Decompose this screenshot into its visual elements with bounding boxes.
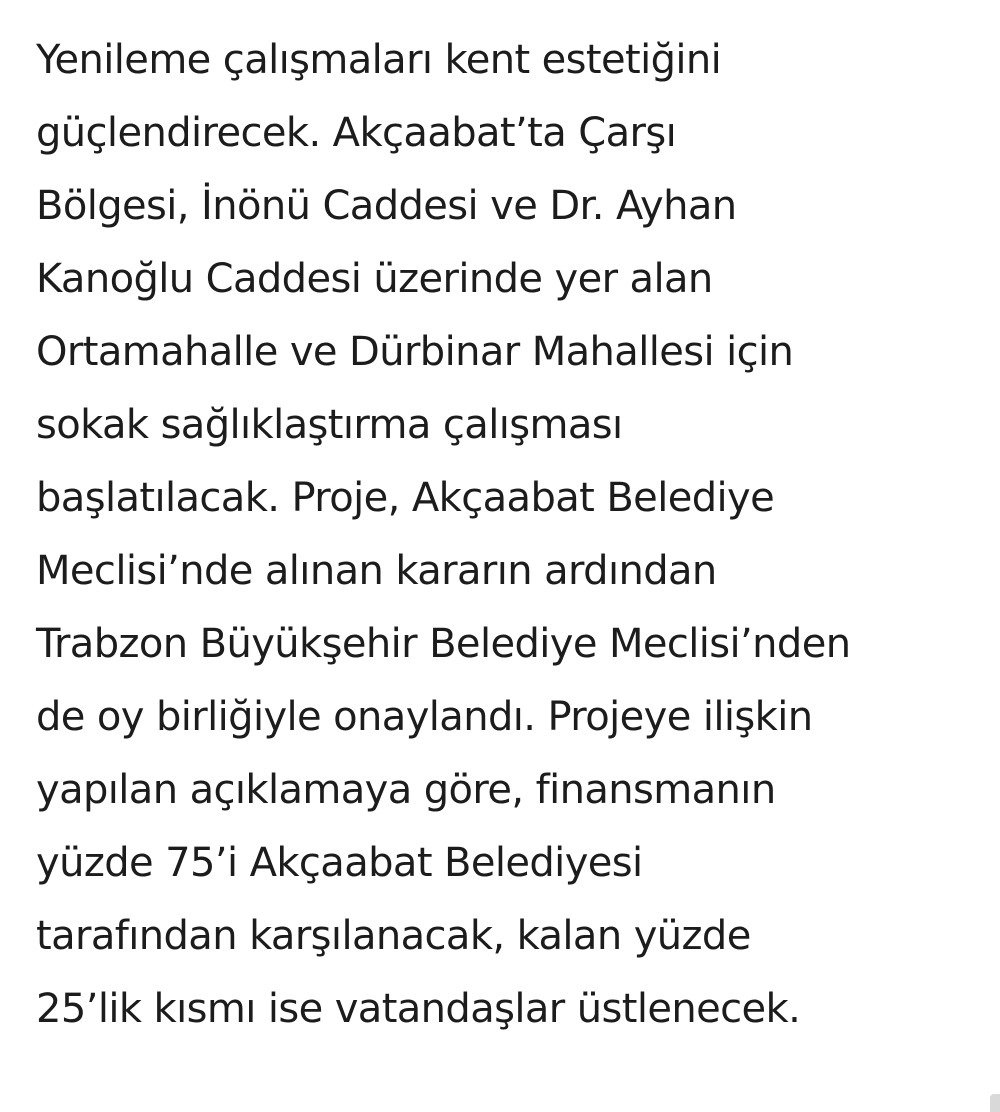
article-line: tarafından karşılanacak, kalan yüzde (36, 913, 751, 959)
article-line: yüzde 75’i Akçaabat Belediyesi (36, 840, 643, 886)
article-line: Meclisi’nde alınan kararın ardından (36, 548, 717, 594)
article-line: sokak sağlıklaştırma çalışması (36, 402, 623, 448)
article-line: Yenileme çalışmaları kent estetiğini (36, 37, 722, 83)
article-line: Ortamahalle ve Dürbinar Mahallesi için (36, 329, 794, 375)
article-line: Kanoğlu Caddesi üzerinde yer alan (36, 256, 713, 302)
article-line: güçlendirecek. Akçaabat’ta Çarşı (36, 110, 677, 156)
article-line: Trabzon Büyükşehir Belediye Meclisi’nden (36, 621, 851, 667)
article-line: başlatılacak. Proje, Akçaabat Belediye (36, 475, 775, 521)
article-line: de oy birliğiyle onaylandı. Projeye ilişkin (36, 694, 813, 740)
article-body (36, 24, 986, 1046)
article-line: 25’lik kısmı ise vatandaşlar üstlenecek. (36, 986, 801, 1032)
article-line: Bölgesi, İnönü Caddesi ve Dr. Ayhan (36, 183, 737, 229)
article-line: yapılan açıklamaya göre, finansmanın (36, 767, 776, 813)
scrollbar-edge[interactable] (990, 1094, 1000, 1112)
